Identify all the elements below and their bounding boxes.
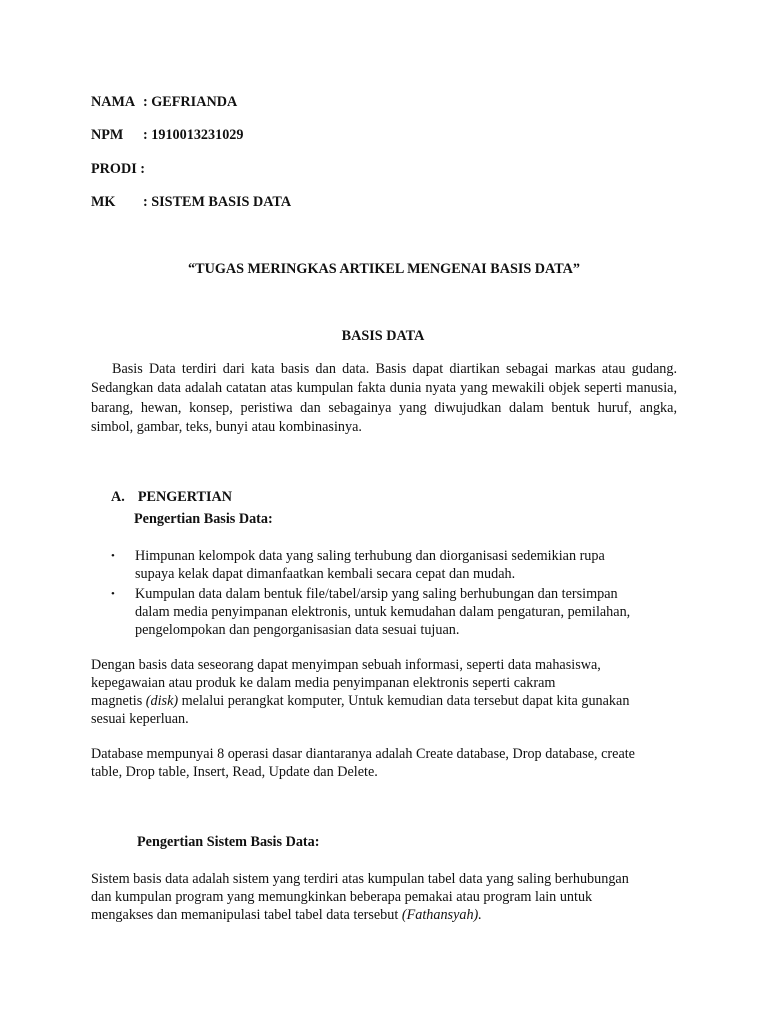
nama-value: : GEFRIANDA [143,94,238,110]
para3-line-3-italic: (Fathansyah). [401,907,482,923]
para2-line-2: table, Drop table, Insert, Read, Update dan Delete. [91,764,378,780]
section-a-heading [111,489,232,506]
doc-title: “TUGAS MERINGKAS ARTIKEL MENGENAI BASIS DATA” [188,261,580,277]
prodi-label: PRODI : [91,161,145,177]
para1-line-1: Dengan basis data seseorang dapat menyimpan sebuah informasi, seperti data mahasiswa, [91,657,601,673]
para1-line-2: kepegawaian atau produk ke dalam media penyimpanan elektronis seperti cakram [91,675,556,691]
nama-label: NAMA [91,94,136,110]
section-a-title: PENGERTIAN [137,489,232,505]
para1-line-3 [91,692,691,710]
mk-label: MK [91,194,116,210]
subtitle-sistem-basis-data: Pengertian Sistem Basis Data: [137,834,320,850]
para3-line-2: dan kumpulan program yang memungkinkan beberapa pemakai atau program lain untuk [91,889,593,905]
para3-line-1: Sistem basis data adalah sistem yang terdiri atas kumpulan tabel data yang saling berhubungan [91,871,629,887]
section-title: BASIS DATA [341,328,425,344]
para1-line-3-italic: (disk) [145,693,179,709]
bullet-2-line-2: dalam media penyimpanan elektronis, untuk kemudahan dalam pengaturan, pemilahan, [135,604,631,620]
paragraph-basis-data-usage [91,656,691,728]
paragraph-database-operations [91,745,691,781]
intro-text: Basis Data terdiri dari kata basis dan data. Basis dapat diartikan sebagai markas atau gudang. Sedangkan data adalah catatan atas kumpulan fakta dunia nyata yang mewakili objek seperti manusia, barang, hewan, konsep, peristiwa dan sebagainya yang diwujudkan dalam bentuk huruf, angka, simbol, gambar, teks, bunyi atau kombinasinya. [91,361,677,435]
bullet-2-line-3: pengelompokan dan pengorganisasian data sesuai tujuan. [135,622,460,638]
section-a-marker: A. [111,489,125,505]
header-nama [91,94,237,111]
bullet-1-line-2: supaya kelak dapat dimanfaatkan kembali secara cepat dan mudah. [135,566,516,582]
para3-line-3-pre: mengakses dan memanipulasi tabel tabel data tersebut [91,907,402,923]
bullet-2-line-1: Kumpulan data dalam bentuk file/tabel/arsip yang saling berhubungan dan tersimpan [135,586,618,602]
npm-value: : 1910013231029 [143,127,244,143]
npm-label: NPM [91,127,124,143]
subtitle-basis-data: Pengertian Basis Data: [134,511,273,527]
header-prodi [91,161,145,178]
paragraph-sistem-basis-data [91,870,691,924]
para3-line-3 [91,906,691,924]
para1-line-3-pre: magnetis [91,693,146,709]
intro-paragraph [91,360,677,437]
bullet-icon: • [111,550,115,562]
header-npm [91,127,244,144]
header-mk [91,194,291,211]
para1-line-4: sesuai keperluan. [91,711,189,727]
mk-value: : SISTEM BASIS DATA [143,194,292,210]
para1-line-3-post: melalui perangkat komputer, Untuk kemudian data tersebut dapat kita gunakan [178,693,630,709]
bullet-1-line-1: Himpunan kelompok data yang saling terhubung dan diorganisasi sedemikian rupa [135,548,605,564]
para2-line-1: Database mempunyai 8 operasi dasar diantaranya adalah Create database, Drop database, create [91,746,635,762]
bullet-icon: • [111,588,115,600]
